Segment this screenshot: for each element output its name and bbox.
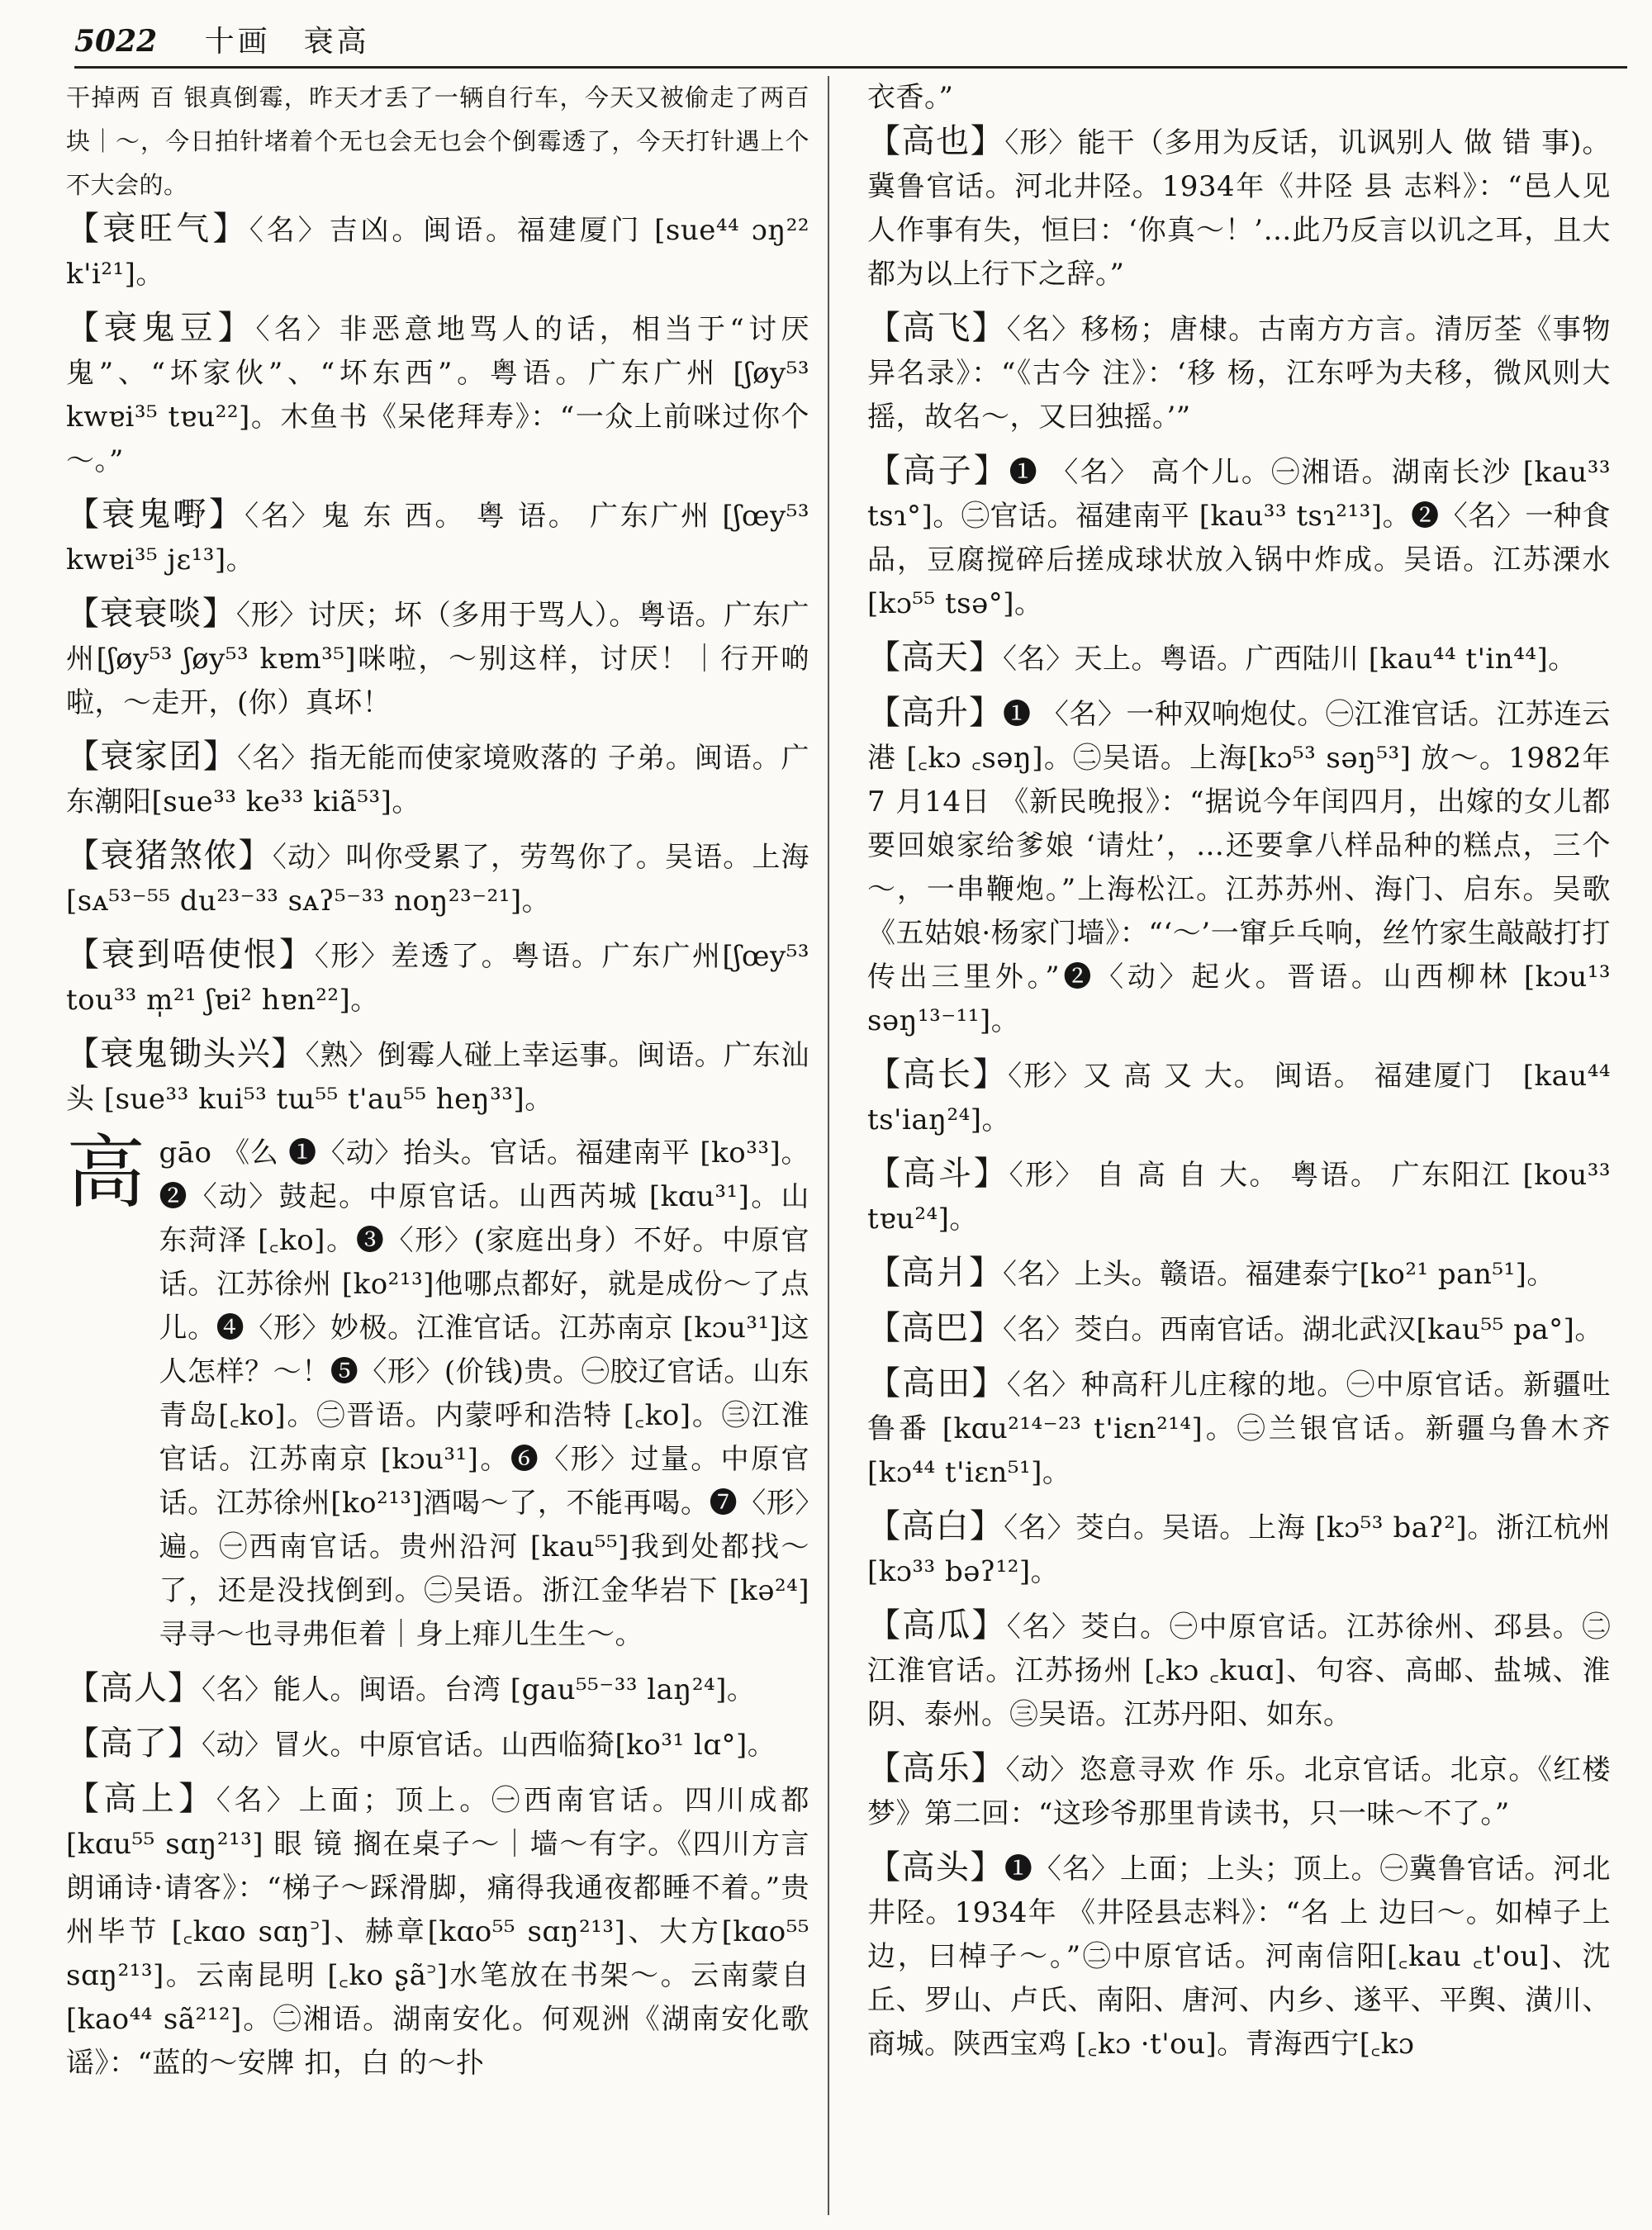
entry (867, 1053, 1611, 1142)
definition: 〈形〉又 高 又 大。 闽语。 福建厦门 [kau⁴⁴ ts'iaŋ²⁴]。 (867, 1060, 1611, 1136)
headword: 【高子】 (867, 452, 1009, 490)
definition: 〈名〉茭白。吴语。上海 [kɔ⁵³ baʔ²]。浙江杭州[kɔ³³ bəʔ¹²]。 (867, 1511, 1611, 1588)
definition: 〈名〉移杨；唐棣。古南方方言。清厉荃《事物异名录》：“《古今 注》：‘移 杨，江东呼为夫移，微风则大摇，故名～，又曰独摇。’” (867, 313, 1611, 434)
entry (867, 306, 1611, 439)
entry (867, 1747, 1611, 1836)
headword: 【高天】 (867, 638, 1003, 676)
headword: 【高上】 (66, 1780, 216, 1818)
definition: 〈动〉恣意寻欢 作 乐。北京官话。北京。《红楼梦》第二回：“这珍爷那里肯读书，只一味～不了。” (867, 1753, 1612, 1830)
definition: 〈动〉叫你受累了，劳驾你了。吴语。上海 [sᴀ⁵³⁻⁵⁵ du²³⁻³³ sᴀʔ⁵⁻³³ noŋ²³⁻²¹]。 (66, 841, 809, 918)
entry (867, 1152, 1611, 1241)
entry (66, 207, 809, 297)
entry (867, 120, 1611, 297)
headword: 【衰家囝】 (66, 738, 238, 776)
headword: 【衰鬼豆】 (66, 309, 256, 347)
entry (66, 933, 809, 1022)
headword: 【高爿】 (867, 1254, 1003, 1292)
definition: 〈名〉上面；顶上。㊀西南官话。四川成都[kɑu⁵⁵ sɑŋ²¹³] 眼 镜 搁在桌子～｜墙～有字。《四川方言朗诵诗·请客》：“梯子～踩滑脚，痛得我通夜都睡不着。”贵州毕节 [꜀kɑo sɑŋ꜄]、赫章[kɑo⁵⁵ sɑŋ²¹³]、大方[kɑo⁵⁵ sɑŋ²¹³]。云南昆明 [꜀ko ʂã꜄]水笔放在书架～。云南蒙自 [kao⁴⁴ sã²¹²]。㊁湘语。湖南安化。何观洲《湖南安化歌谣》：“蓝的～安牌 扣，白 的～扑 (66, 1784, 810, 2080)
entry (867, 449, 1611, 626)
entry (867, 1307, 1611, 1352)
definition: 〈名〉天上。粤语。广西陆川 [kau⁴⁴ t'in⁴⁴]。 (1003, 643, 1577, 676)
entry (66, 493, 809, 582)
definition: 〈形〉差透了。粤语。广东广州[ʃœy⁵³ tou³³ m̩²¹ ʃɐi² hɐn²²]。 (66, 940, 809, 1017)
headword: 【高斗】 (867, 1155, 1009, 1193)
definition: ❶ 〈名〉一种双响炮仗。㊀江淮官话。江苏连云港 [꜀kɔ ꜀səŋ]。㊁吴语。上海[kɔ⁵³ səŋ⁵³] 放～。1982年 7 月14日 《新民晚报》：“据说今年闰四月，出嫁的女儿都要回娘家给爹娘 ‘请灶’，…还要拿八样品种的糕点，三个～，一串鞭炮。”上海松江。江苏苏州、海门、启东。吴歌《五姑娘·杨家门墙》：“‘～’一窜乒乓响，丝竹家生敲敲打打传出三里外。”❷〈动〉起火。晋语。山西柳林 [kɔu¹³ səŋ¹³⁻¹¹]。 (867, 698, 1611, 1037)
column-divider (828, 76, 829, 2215)
definition: ❶〈名〉上面；上头；顶上。㊀冀鲁官话。河北井陉。1934年 《井陉县志料》：“名 上 边曰～。如棹子上边，曰棹子～。”㊁中原官话。河南信阳[꜀kau ꜀t'ou]、沈丘、罗山、卢氏、南阳、唐河、内乡、遂平、平舆、潢川、商城。陕西宝鸡 [꜀kɔ ·t'ou]。青海西宁[꜀kɔ (867, 1853, 1612, 2061)
page-number: 5022 (74, 24, 158, 59)
headword: 【高了】 (66, 1725, 202, 1763)
continuation-text: 衣香。” (867, 81, 954, 114)
headword: 【高瓜】 (867, 1606, 1007, 1644)
entry (66, 735, 809, 824)
headword: 【衰衰啖】 (66, 595, 236, 633)
entry (66, 1032, 809, 1122)
definition: 〈名〉能人。闽语。台湾 [gau⁵⁵⁻³³ laŋ²⁴]。 (202, 1673, 756, 1706)
definition: 〈名〉吉凶。闽语。福建厦门 [sue⁴⁴ ɔŋ²² k'i²¹]。 (66, 214, 809, 291)
head-character: 高 (66, 1127, 146, 1219)
definition: 〈名〉非恶意地骂人的话，相当于“讨厌鬼”、“坏家伙”、“坏东西”。粤语。广东广州 [ʃøy⁵³ kwɐi³⁵ tɐu²²]。木鱼书《呆佬拜寿》：“一众上前咪过你个～。” (66, 313, 810, 477)
definition: 〈熟〉倒霉人碰上幸运事。闽语。广东汕头 [sue³³ kui⁵³ tɯ⁵⁵ t'au⁵⁵ heŋ³³]。 (66, 1039, 809, 1116)
headword: 【高巴】 (867, 1309, 1003, 1347)
headword: 【高乐】 (867, 1749, 1006, 1787)
entry (867, 691, 1611, 1043)
page-header (74, 17, 1627, 69)
entry (66, 834, 809, 923)
definition: 〈名〉茭白。西南官话。湖北武汉[kau⁵⁵ pa°]。 (1003, 1313, 1603, 1346)
right-column (867, 76, 1611, 2076)
headword: 【衰鬼锄头兴】 (66, 1035, 306, 1073)
entry (66, 1777, 809, 2085)
definition: 〈名〉种高秆儿庄稼的地。㊀中原官话。新疆吐鲁番 [kɑu²¹⁴⁻²³ t'iɛn²¹⁴]。㊁兰银官话。新疆乌鲁木齐[kɔ⁴⁴ t'iɛn⁵¹]。 (867, 1369, 1611, 1489)
entry (867, 1362, 1611, 1495)
entry (66, 1722, 809, 1767)
headword: 【衰到唔使恨】 (66, 936, 315, 974)
definition: 〈名〉指无能而使家境败落的 子弟。闽语。广东潮阳[sue³³ ke³³ kiã⁵³]。 (66, 742, 809, 818)
definition: 〈动〉冒火。中原官话。山西临猗[ko³¹ lɑ°]。 (202, 1729, 776, 1762)
entry (867, 1846, 1611, 2066)
definition: 〈形〉讨厌；坏（多用于骂人）。粤语。广东广州[ʃøy⁵³ ʃøy⁵³ kɐm³⁵]咪啦，～别这样，讨厌！｜行开啲啦，～走开，(你）真坏！ (66, 599, 810, 719)
definition: 〈形〉 自 高 自 大。 粤语。 广东阳江 [kou³³ tɐu²⁴]。 (867, 1159, 1611, 1236)
head-character-entry (66, 1127, 809, 1657)
headword: 【高长】 (867, 1056, 1009, 1094)
entry (66, 306, 809, 483)
definition: 〈名〉上头。赣语。福建泰宁[ko²¹ pan⁵¹]。 (1003, 1258, 1555, 1291)
definition: 〈名〉鬼 东 西。 粤 语。 广东广州 [ʃœy⁵³ kwɐi³⁵ jɛ¹³]。 (66, 500, 810, 576)
headword: 【高头】 (867, 1848, 1004, 1886)
headword: 【高田】 (867, 1364, 1007, 1402)
headword: 【衰猪煞侬】 (66, 837, 273, 875)
head-character-definition: gāo 《么 ❶〈动〉抬头。官话。福建南平 [ko³³]。❷〈动〉鼓起。中原官话。山西芮城 [kɑu³¹]。山东菏泽 [꜀ko]。❸〈形〉(家庭出身）不好。中原官话。江苏徐州 [ko²¹³]他哪点都好，就是成份～了点儿。❹〈形〉妙极。江淮官话。江苏南京 [kɔu³¹]这人怎样？～！❺〈形〉(价钱)贵。㊀胶辽官话。山东青岛[꜀ko]。㊁晋语。内蒙呼和浩特 [꜀ko]。㊂江淮官话。江苏南京 [kɔu³¹]。❻〈形〉过量。中原官话。江苏徐州[ko²¹³]酒喝～了，不能再喝。❼〈形〉遍。㊀西南官话。贵州沿河 [kau⁵⁵]我到处都找～了，还是没找倒到。㊁吴语。浙江金华岩下 [kə²⁴] 寻寻～也寻弗佢着｜身上痱儿生生～。 (159, 1136, 809, 1651)
headword: 【高白】 (867, 1507, 1004, 1545)
headword: 【高升】 (867, 694, 1004, 732)
entry (66, 1667, 809, 1712)
left-column (66, 76, 809, 2095)
entry (867, 636, 1611, 681)
headword: 【高也】 (867, 122, 1005, 160)
definition: ❶ 〈名〉 高个儿。㊀湘语。湖南长沙 [kau³³ tsɿ°]。㊁官话。福建南平 [kau³³ tsɿ²¹³]。❷〈名〉一种食品，豆腐搅碎后搓成球状放入锅中炸成。吴语。江苏溧水 [kɔ⁵⁵ tsə°]。 (867, 456, 1612, 620)
headword: 【高飞】 (867, 309, 1007, 347)
entry (66, 592, 809, 725)
entry (867, 1505, 1611, 1594)
definition: 〈名〉茭白。㊀中原官话。江苏徐州、邳县。㊁江淮官话。江苏扬州 [꜀kɔ ꜀kuɑ]、句容、高邮、盐城、淮阴、泰州。㊂吴语。江苏丹阳、如东。 (867, 1611, 1611, 1731)
headword: 【衰鬼嘢】 (66, 496, 245, 534)
entry (867, 1604, 1611, 1737)
continuation-text: 干掉两 百 银真倒霉，昨天才丢了一辆自行车，今天又被偷走了两百块｜～，今日拍针堵着个无乜会无乜会个倒霉透了，今天打针遇上个不大会的。 (66, 83, 809, 199)
definition: 〈形〉能干（多用为反话，讥讽别人 做 错 事)。冀鲁官话。河北井陉。1934年《井陉 县 志料》：“邑人见人作事有失，恒曰：‘你真～！’…此乃反言以讥之耳，且大都为以上行下之辞。” (867, 126, 1612, 291)
entry (867, 1251, 1611, 1297)
headword: 【衰旺气】 (66, 210, 249, 248)
section-title: 十画 衰高 (204, 25, 370, 59)
headword: 【高人】 (66, 1669, 202, 1707)
